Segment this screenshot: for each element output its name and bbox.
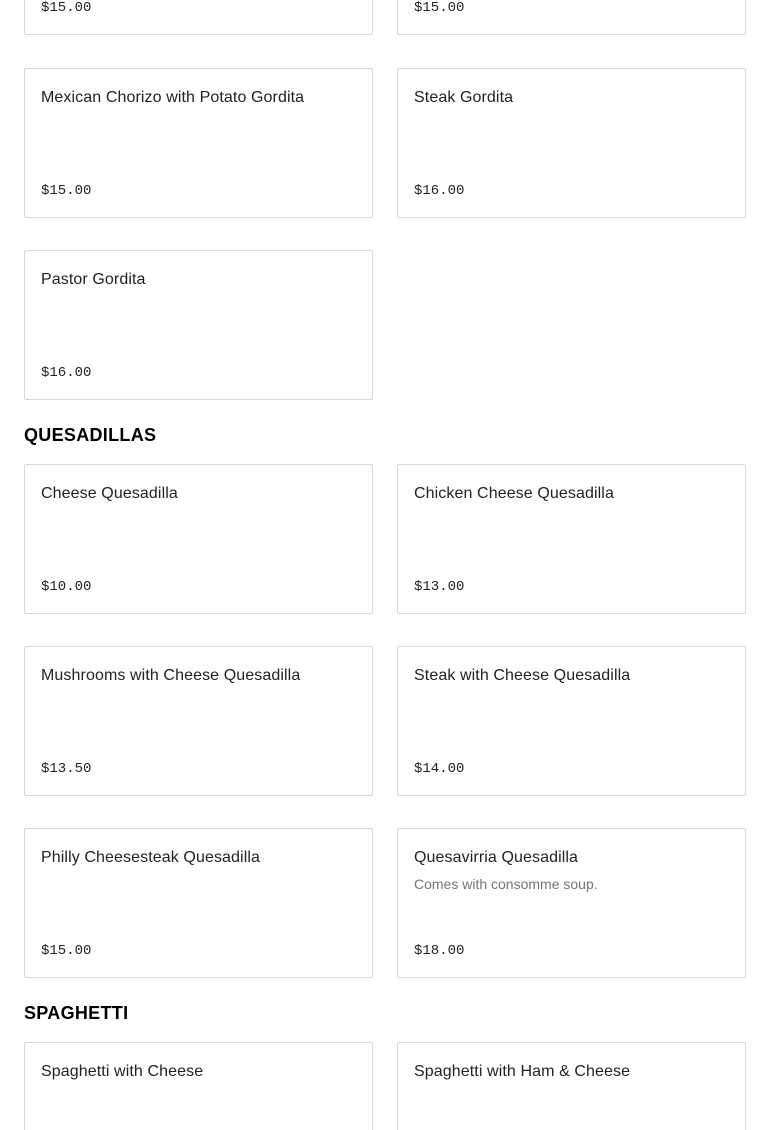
menu-item-card[interactable] xyxy=(397,1042,746,1130)
item-price: $13.50 xyxy=(41,761,92,777)
menu-item-card[interactable] xyxy=(24,0,373,35)
menu-item-card[interactable] xyxy=(24,68,373,218)
menu-item-card[interactable] xyxy=(397,68,746,218)
item-name: Mexican Chorizo with Potato Gordita xyxy=(41,89,305,106)
menu-item-card[interactable] xyxy=(24,828,373,978)
item-name: Chicken Cheese Quesadilla xyxy=(414,485,614,502)
menu-item-card[interactable] xyxy=(397,828,746,978)
item-price: $15.00 xyxy=(41,943,92,959)
item-name: Pastor Gordita xyxy=(41,271,146,288)
menu-item-card[interactable] xyxy=(397,0,746,35)
item-name: Spaghetti with Cheese xyxy=(41,1063,204,1080)
menu-item-card[interactable] xyxy=(24,464,373,614)
menu-item-card[interactable] xyxy=(24,646,373,796)
item-price: $16.00 xyxy=(41,365,92,381)
item-name: Mushrooms with Cheese Quesadilla xyxy=(41,667,301,684)
menu-item-card[interactable] xyxy=(24,1042,373,1130)
menu-item-card[interactable] xyxy=(24,250,373,400)
item-description: Comes with consomme soup. xyxy=(414,876,598,892)
item-price: $10.00 xyxy=(41,579,92,595)
item-price: $14.00 xyxy=(414,761,465,777)
item-name: Steak Gordita xyxy=(414,89,514,106)
item-price: $18.00 xyxy=(414,943,465,959)
item-price: $16.00 xyxy=(414,183,465,199)
item-price: $13.00 xyxy=(414,579,465,595)
menu-item-card[interactable] xyxy=(397,464,746,614)
item-price: $15.00 xyxy=(41,0,92,16)
item-price: $15.00 xyxy=(414,0,465,16)
item-name: Quesavirria Quesadilla xyxy=(414,849,579,866)
item-price: $15.00 xyxy=(41,183,92,199)
section-title-quesadillas: QUESADILLAS xyxy=(24,425,157,445)
item-name: Steak with Cheese Quesadilla xyxy=(414,667,631,684)
menu-item-card[interactable] xyxy=(397,646,746,796)
section-title-spaghetti: SPAGHETTI xyxy=(24,1003,129,1023)
item-name: Philly Cheesesteak Quesadilla xyxy=(41,849,261,866)
item-name: Cheese Quesadilla xyxy=(41,485,178,502)
item-name: Spaghetti with Ham & Cheese xyxy=(414,1063,631,1080)
